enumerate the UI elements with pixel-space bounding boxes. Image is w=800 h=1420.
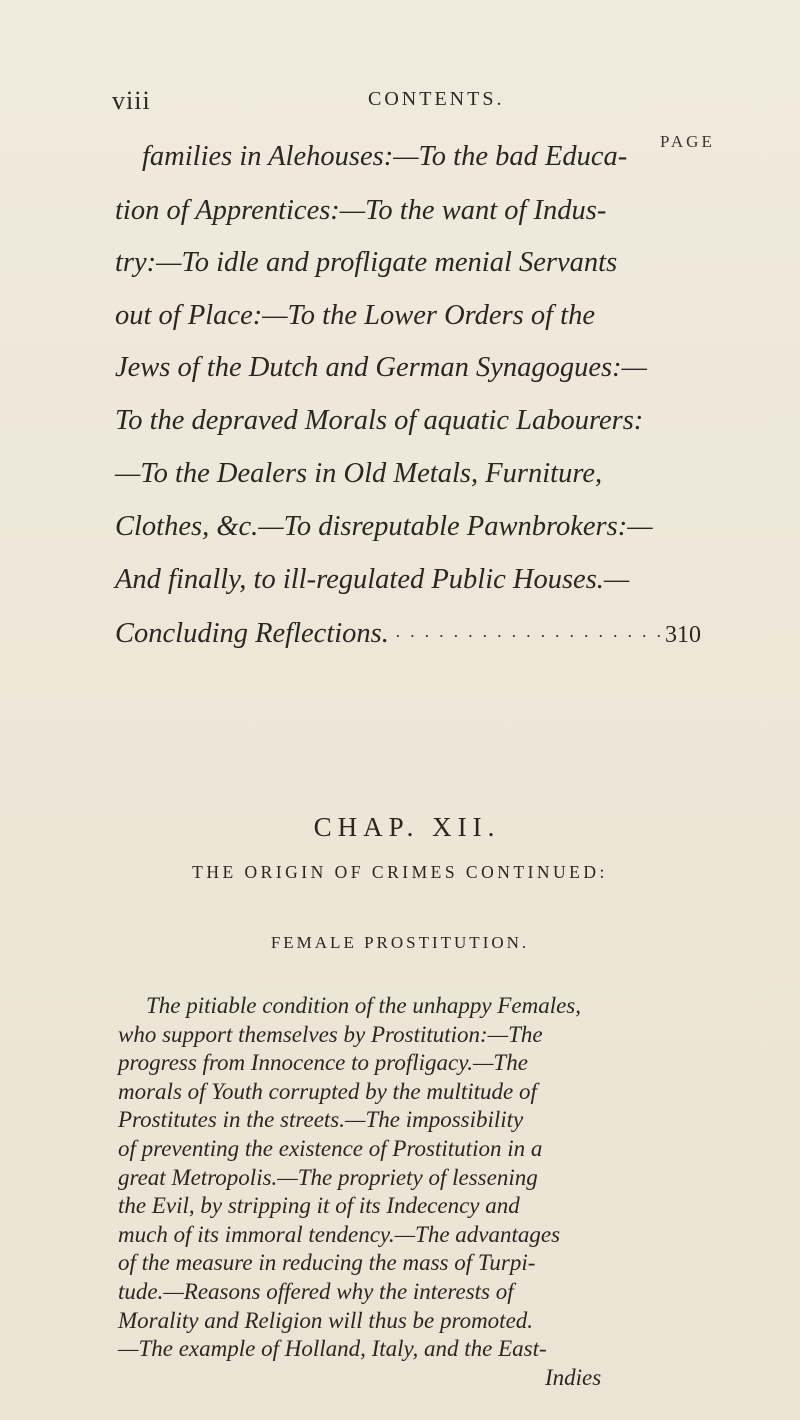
entry-final-line — [115, 620, 664, 649]
page-folio: viii — [112, 86, 151, 115]
chapter-subject: FEMALE PROSTITUTION. — [270, 933, 530, 952]
entry-line: who support themselves by Prostitution:—The — [118, 1021, 543, 1047]
entry-line: great Metropolis.—The propriety of lessening — [118, 1164, 538, 1190]
entry-line: of preventing the existence of Prostitution in a — [118, 1136, 543, 1161]
entry-line: morals of Youth corrupted by the multitude of — [118, 1078, 537, 1104]
entry-line: Clothes, &c.—To disreputable Pawnbrokers:— — [115, 511, 653, 542]
page-column-label: PAGE — [660, 132, 715, 151]
entry-line: Concluding Reflections. — [115, 618, 389, 649]
entry-line: The pitiable condition of the unhappy Females, — [146, 993, 582, 1018]
page-header — [112, 86, 712, 116]
entry-line: Indies — [545, 1364, 602, 1390]
entry-page-number: 310 — [665, 622, 701, 648]
chapter-subtitle: THE ORIGIN OF CRIMES CONTINUED: — [192, 862, 608, 882]
entry-line: Prostitutes in the streets.—The impossibility — [118, 1107, 524, 1133]
entry-line: try:—To idle and profligate menial Servants — [115, 247, 618, 278]
entry-line: Morality and Religion will thus be promoted. — [118, 1307, 534, 1333]
entry-line: of the measure in reducing the mass of Turpi- — [118, 1250, 536, 1276]
entry-line: much of its immoral tendency.—The advantages — [118, 1221, 561, 1247]
entry-line: out of Place:—To the Lower Orders of the — [115, 300, 596, 331]
entry-line: the Evil, by stripping it of its Indecency and — [118, 1193, 520, 1219]
running-head: CONTENTS. — [368, 88, 505, 110]
entry-line: Jews of the Dutch and German Synagogues:— — [115, 352, 647, 383]
entry-line: tion of Apprentices:—To the want of Indus- — [115, 195, 607, 226]
dot-leader: · · · · · · · · · · · · · · · · · · · — [394, 626, 664, 646]
entry-line: And finally, to ill-regulated Public Houses.— — [115, 564, 630, 595]
entry-line: —The example of Holland, Italy, and the East- — [118, 1336, 547, 1362]
entry-line: tude.—Reasons offered why the interests of — [118, 1279, 514, 1304]
chapter-title: CHAP. XII. — [313, 812, 501, 842]
entry-line: progress from Innocence to profligacy.—The — [118, 1050, 528, 1076]
entry-line: —To the Dealers in Old Metals, Furniture, — [115, 458, 603, 489]
entry-line: To the depraved Morals of aquatic Labourers: — [115, 405, 644, 436]
entry-line: families in Alehouses:—To the bad Educa- — [142, 141, 628, 172]
